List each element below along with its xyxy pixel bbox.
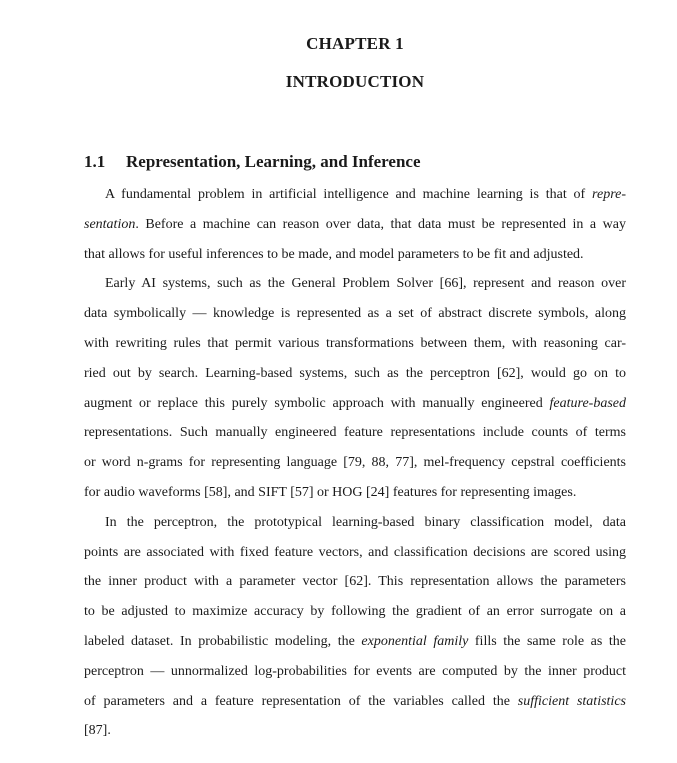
text-line <box>84 210 626 240</box>
text-segment: labeled dataset. In probabilistic modeling, the <box>84 633 362 649</box>
emphasized-term: repre- <box>592 187 626 202</box>
text-line <box>84 508 626 538</box>
text-line <box>84 180 626 210</box>
text-line <box>84 597 626 627</box>
text-segment: Early AI systems, such as the General Problem Solver [66], represent and reason over <box>105 276 626 292</box>
emphasized-term: sufficient statistics <box>517 693 626 709</box>
text-line <box>84 716 626 746</box>
text-segment: for audio waveforms [58], and SIFT [57] or HOG [24] features for representing images. <box>84 484 577 500</box>
text-line <box>84 627 626 657</box>
emphasized-term: exponential family <box>361 633 469 649</box>
text-segment: . Before a machine can reason over data, that data must be represented in a way <box>135 216 626 232</box>
paragraph <box>84 180 626 269</box>
text-line <box>84 299 626 329</box>
text-segment: [87]. <box>84 723 111 739</box>
text-segment: perceptron — unnormalized log-probabilities for events are computed by the inner product <box>84 663 626 679</box>
text-line <box>84 240 626 270</box>
text-line <box>84 448 626 478</box>
section-heading <box>84 152 421 172</box>
text-line <box>84 269 626 299</box>
text-segment: that allows for useful inferences to be made, and model parameters to be fit and adjusted. <box>84 246 584 262</box>
text-line <box>84 478 626 508</box>
chapter-number: CHAPTER 1 <box>306 34 404 53</box>
text-segment: to be adjusted to maximize accuracy by following the gradient of an error surrogate on a <box>84 604 626 620</box>
paragraph <box>84 269 626 507</box>
text-segment: fills the same role as the <box>468 633 626 649</box>
text-segment: the inner product with a parameter vector [62]. This representation allows the parameters <box>84 574 626 590</box>
section-number: 1.1 <box>84 152 106 171</box>
text-segment: data symbolically — knowledge is represented as a set of abstract discrete symbols, along <box>84 306 626 322</box>
text-segment: points are associated with fixed feature vectors, and classification decisions are scored using <box>84 544 626 560</box>
emphasized-term: sentation <box>84 216 136 232</box>
text-segment: of parameters and a feature representation of the variables called the <box>84 693 518 709</box>
body-text <box>84 180 626 746</box>
text-segment: A fundamental problem in artificial intelligence and machine learning is that of <box>105 187 593 202</box>
text-line <box>84 687 626 717</box>
emphasized-term: feature-based <box>549 395 626 411</box>
text-line <box>84 389 626 419</box>
paragraph <box>84 508 626 746</box>
text-line <box>84 657 626 687</box>
text-line <box>84 567 626 597</box>
text-line <box>84 418 626 448</box>
text-segment: ried out by search. Learning-based systems, such as the perceptron [62], would go on to <box>84 365 626 381</box>
section-title: Representation, Learning, and Inference <box>126 152 421 171</box>
text-line <box>84 359 626 389</box>
chapter-title: INTRODUCTION <box>285 72 425 91</box>
text-segment: augment or replace this purely symbolic approach with manually engineered <box>84 395 550 411</box>
text-segment: In the perceptron, the prototypical learning-based binary classification model, data <box>105 514 626 530</box>
text-segment: or word n-grams for representing language [79, 88, 77], mel-frequency cepstral coefficients <box>84 455 626 471</box>
text-line <box>84 538 626 568</box>
text-segment: with rewriting rules that permit various transformations between them, with reasoning car- <box>84 335 626 351</box>
text-segment: representations. Such manually engineered feature representations include counts of terms <box>84 425 626 441</box>
text-line <box>84 329 626 359</box>
